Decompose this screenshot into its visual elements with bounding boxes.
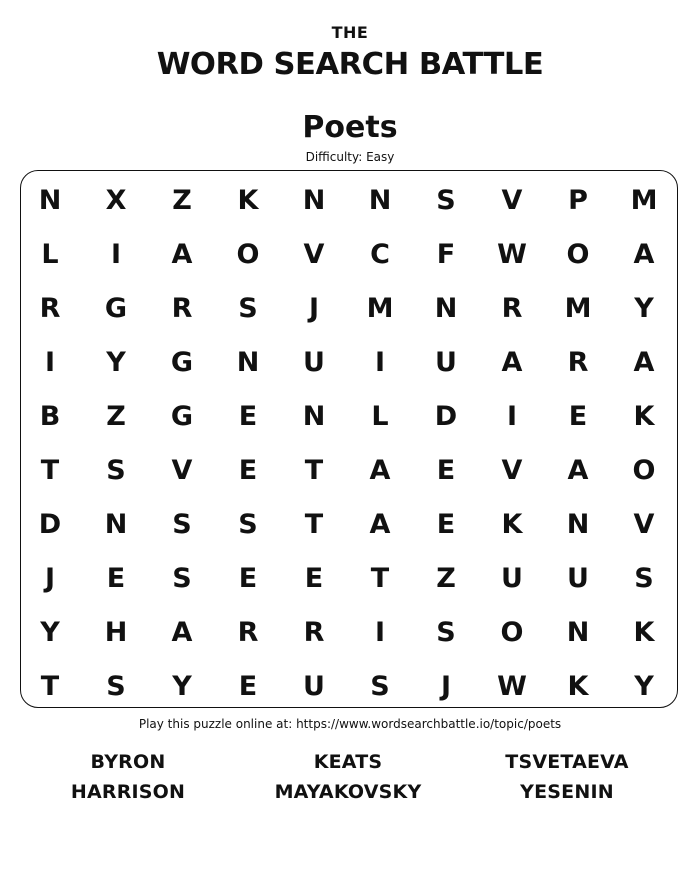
grid-letter[interactable]: P: [568, 185, 588, 216]
grid-letter[interactable]: O: [500, 617, 524, 648]
grid-letter[interactable]: A: [633, 347, 655, 378]
grid-letter[interactable]: S: [370, 671, 390, 702]
grid-letter[interactable]: S: [106, 455, 126, 486]
grid-letter[interactable]: D: [434, 401, 458, 432]
grid-letter[interactable]: D: [38, 509, 62, 540]
grid-letter[interactable]: S: [634, 563, 654, 594]
grid-letter[interactable]: V: [501, 185, 523, 216]
grid-letter[interactable]: I: [374, 347, 386, 378]
grid-letter[interactable]: S: [238, 293, 258, 324]
grid-letter[interactable]: Y: [40, 617, 60, 648]
grid-letter[interactable]: G: [104, 293, 128, 324]
grid-letter[interactable]: K: [633, 401, 655, 432]
grid-letter[interactable]: N: [38, 185, 62, 216]
grid-letter[interactable]: E: [238, 671, 258, 702]
grid-letter[interactable]: S: [172, 509, 192, 540]
grid-letter[interactable]: I: [374, 617, 386, 648]
grid-letter[interactable]: R: [237, 617, 259, 648]
grid-letter[interactable]: V: [171, 455, 193, 486]
grid-letter[interactable]: M: [564, 293, 592, 324]
grid-letter[interactable]: V: [633, 509, 655, 540]
grid-letter[interactable]: V: [303, 239, 325, 270]
grid-letter[interactable]: B: [39, 401, 61, 432]
puzzle-title: Poets: [302, 110, 398, 145]
grid-letter[interactable]: L: [41, 239, 59, 270]
grid-letter[interactable]: K: [567, 671, 589, 702]
grid-letter[interactable]: G: [170, 347, 194, 378]
grid-letter[interactable]: Y: [172, 671, 192, 702]
grid-letter[interactable]: Z: [106, 401, 126, 432]
grid-letter[interactable]: X: [105, 185, 127, 216]
grid-letter[interactable]: Y: [634, 671, 654, 702]
grid-letter[interactable]: C: [370, 239, 390, 270]
grid-letter[interactable]: Y: [106, 347, 126, 378]
word-item: YESENIN: [520, 781, 614, 803]
grid-letter[interactable]: U: [303, 671, 325, 702]
grid-letter[interactable]: Z: [436, 563, 456, 594]
grid-letter[interactable]: Z: [172, 185, 192, 216]
grid-letter[interactable]: J: [308, 293, 320, 324]
grid-letter[interactable]: S: [238, 509, 258, 540]
grid-letter[interactable]: S: [106, 671, 126, 702]
grid-letter[interactable]: S: [436, 185, 456, 216]
word-item: MAYAKOVSKY: [274, 781, 422, 803]
grid-letter[interactable]: T: [40, 455, 60, 486]
grid-letter[interactable]: V: [501, 455, 523, 486]
grid-letter[interactable]: N: [434, 293, 458, 324]
play-online-link[interactable]: Play this puzzle online at: https://www.wordsearchbattle.io/topic/poets: [138, 717, 562, 731]
grid-letter[interactable]: E: [238, 455, 258, 486]
grid-letter[interactable]: E: [238, 563, 258, 594]
grid-letter[interactable]: G: [170, 401, 194, 432]
grid-letter[interactable]: U: [303, 347, 325, 378]
letter-grid: [20, 170, 678, 708]
grid-letter[interactable]: I: [110, 239, 122, 270]
grid-letter[interactable]: N: [236, 347, 260, 378]
grid-letter[interactable]: E: [238, 401, 258, 432]
grid-letter[interactable]: O: [566, 239, 590, 270]
brand-kicker: THE: [331, 23, 369, 42]
grid-letter[interactable]: H: [104, 617, 128, 648]
grid-letter[interactable]: A: [171, 617, 193, 648]
grid-letter[interactable]: S: [436, 617, 456, 648]
grid-letter[interactable]: U: [567, 563, 589, 594]
grid-letter[interactable]: O: [632, 455, 656, 486]
grid-letter[interactable]: R: [567, 347, 589, 378]
grid-letter[interactable]: E: [106, 563, 126, 594]
brand-logo: WORD SEARCH BATTLE: [156, 47, 544, 82]
grid-letter[interactable]: J: [440, 671, 452, 702]
grid-letter[interactable]: M: [630, 185, 658, 216]
grid-letter[interactable]: K: [237, 185, 259, 216]
grid-letter[interactable]: E: [436, 509, 456, 540]
grid-letter[interactable]: A: [567, 455, 589, 486]
grid-letter[interactable]: W: [497, 239, 527, 270]
grid-letter[interactable]: U: [501, 563, 523, 594]
word-item: KEATS: [313, 751, 383, 773]
grid-letter[interactable]: E: [568, 401, 588, 432]
grid-letter[interactable]: R: [171, 293, 193, 324]
grid-letter[interactable]: U: [435, 347, 457, 378]
grid-letter[interactable]: A: [369, 509, 391, 540]
grid-letter[interactable]: A: [501, 347, 523, 378]
word-item: BYRON: [90, 751, 166, 773]
grid-letter[interactable]: A: [171, 239, 193, 270]
grid-letter[interactable]: K: [501, 509, 523, 540]
grid-letter[interactable]: N: [566, 617, 590, 648]
grid-letter[interactable]: T: [304, 455, 324, 486]
grid-letter[interactable]: K: [633, 617, 655, 648]
word-item: HARRISON: [70, 781, 186, 803]
grid-letter[interactable]: L: [371, 401, 389, 432]
grid-letter[interactable]: N: [104, 509, 128, 540]
grid-letter[interactable]: N: [368, 185, 392, 216]
grid-letter[interactable]: T: [40, 671, 60, 702]
grid-letter[interactable]: N: [302, 185, 326, 216]
grid-letter[interactable]: F: [436, 239, 456, 270]
grid-letter[interactable]: A: [369, 455, 391, 486]
difficulty-label: Difficulty: Easy: [305, 150, 395, 164]
grid-letter[interactable]: T: [370, 563, 390, 594]
grid-letter[interactable]: T: [304, 509, 324, 540]
grid-letter[interactable]: W: [497, 671, 527, 702]
grid-letter[interactable]: R: [39, 293, 61, 324]
grid-letter[interactable]: I: [44, 347, 56, 378]
grid-letter[interactable]: O: [236, 239, 260, 270]
grid-letter[interactable]: J: [44, 563, 56, 594]
word-item: TSVETAEVA: [505, 751, 629, 773]
grid-letter[interactable]: R: [501, 293, 523, 324]
grid-letter[interactable]: E: [436, 455, 456, 486]
grid-letter[interactable]: R: [303, 617, 325, 648]
grid-letter[interactable]: A: [633, 239, 655, 270]
grid-letter[interactable]: I: [506, 401, 518, 432]
grid-letter[interactable]: N: [302, 401, 326, 432]
grid-letter[interactable]: M: [366, 293, 394, 324]
grid-letter[interactable]: N: [566, 509, 590, 540]
grid-letter[interactable]: Y: [634, 293, 654, 324]
grid-letter[interactable]: E: [304, 563, 324, 594]
grid-letter[interactable]: S: [172, 563, 192, 594]
